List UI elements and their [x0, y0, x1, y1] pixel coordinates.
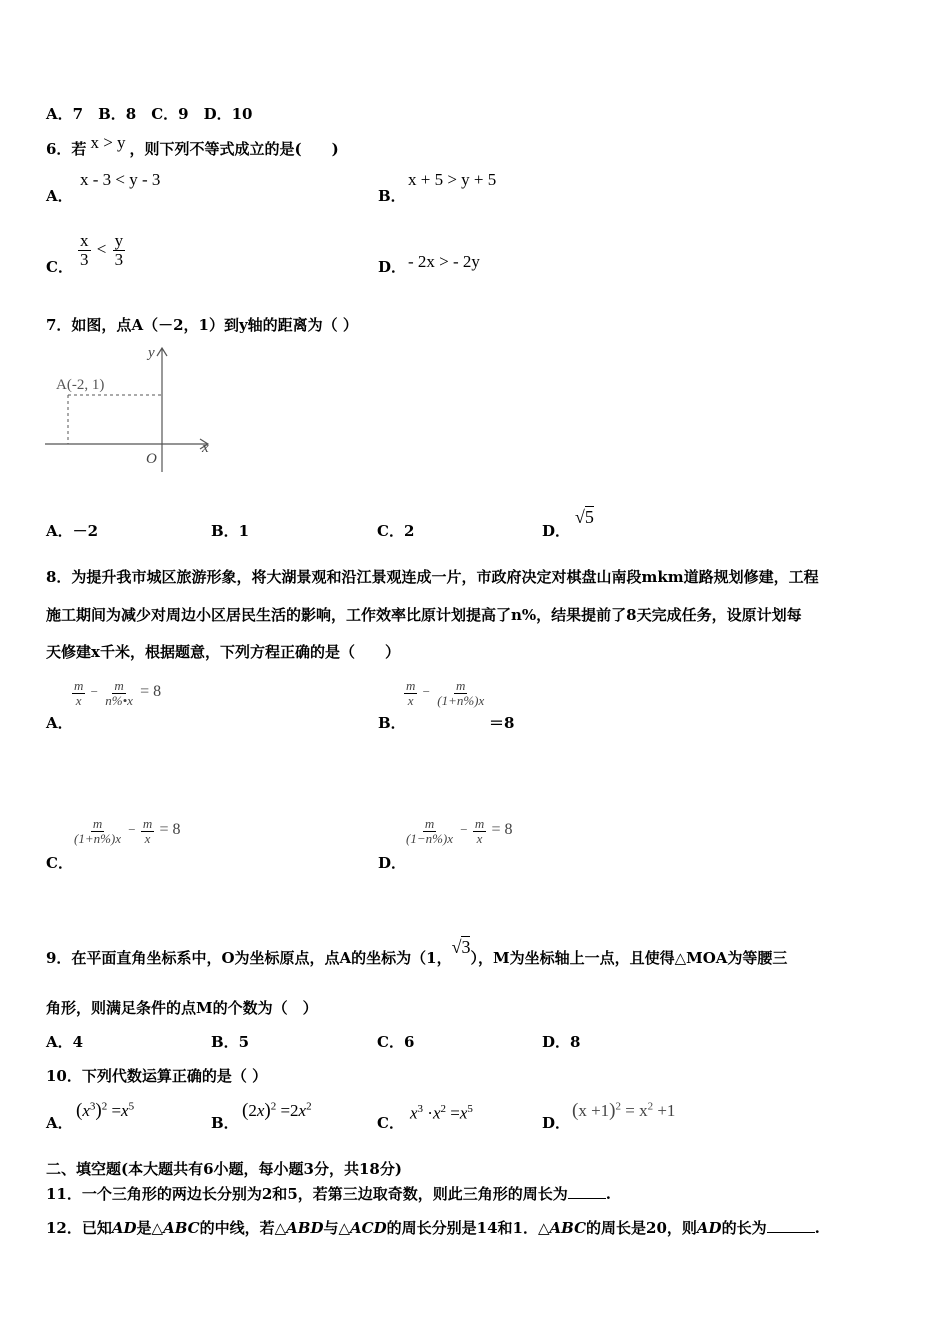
q8-option-d-expr: $\frac{m}{(1-n\%)x}$ − $\frac{m}{x}$ = 8	[406, 816, 513, 846]
q8-stem-line1: 8．为提升我市城区旅游形象，将大湖景观和沿江景观连成一片，市政府决定对棋盘山南段mkm道路规划修建，工程	[46, 568, 819, 586]
q10-option-a-label: A．	[46, 1114, 73, 1132]
q6-option-c-label: C．	[46, 258, 73, 276]
q8-option-c-label: C．	[46, 854, 73, 872]
q5-options: A．7 B．8 C．9 D．10	[46, 105, 253, 123]
q7-option-c: C．2	[377, 522, 415, 540]
fig-origin-label: O	[146, 451, 157, 467]
q11-answer-blank	[568, 1186, 606, 1199]
q10-option-d-label: D．	[542, 1114, 571, 1132]
fig-point-a-label: A(-2, 1)	[56, 377, 105, 393]
q8-option-a-expr: $\frac{m}{x}$ − $\frac{m}{n\%•x}$ = 8	[74, 678, 162, 708]
q7-option-b: B．1	[211, 522, 250, 540]
q8-option-c-expr: $\frac{m}{(1+n\%)x}$ − $\frac{m}{x}$ = 8	[74, 816, 181, 846]
fig-y-label: y	[148, 345, 155, 361]
q11-text: 11．一个三角形的两边长分别为2和5，若第三边取奇数，则此三角形的周长为 .	[46, 1185, 611, 1203]
q7-option-d-label: D．	[542, 522, 571, 540]
q8-option-b-tail: ＝8	[489, 714, 515, 732]
q10-option-b-expr: $(2x)^2 =2x^2$	[242, 1100, 312, 1121]
q7-option-a: A．－2	[46, 522, 99, 540]
q8-option-d-label: D．	[378, 854, 407, 872]
q9-option-c: C．6	[377, 1033, 415, 1051]
q7-stem: 7．如图，点A（－2，1）到y轴的距离为（ ）	[46, 316, 358, 334]
q8-option-a-label: A．	[46, 714, 73, 732]
q7-option-d-sqrt: √5	[575, 507, 594, 527]
q6-option-c-expr: $\frac{x}{3}$ < $\frac{y}{3}$	[80, 231, 124, 269]
q12-text: 12．已知AD是△ABC的中线，若△ABD与△ACD的周长分别是14和1．△ABC的周长是20，则AD的长为 .	[46, 1219, 820, 1237]
q8-option-b-label: B．	[378, 714, 406, 732]
q9-option-d: D．8	[542, 1033, 581, 1051]
fig-x-label: x	[202, 440, 209, 456]
q9-option-b: B．5	[211, 1033, 250, 1051]
q10-stem: 10．下列代数运算正确的是（ ）	[46, 1067, 268, 1085]
q10-option-c-label: C．	[377, 1114, 404, 1132]
q6-option-b-label: B．	[378, 187, 406, 205]
q6-option-d-label: D．	[378, 258, 407, 276]
q10-option-c-expr: $x^3 \cdot x^2 =x^5$	[410, 1103, 473, 1123]
q8-stem-line2: 施工期间为减少对周边小区居民生活的影响，工作效率比原计划提高了n%，结果提前了8天完成任务，设原计划每	[46, 606, 802, 624]
q12-answer-blank	[767, 1220, 815, 1233]
q10-option-a-expr: $(x^3)^2 =x^5$	[76, 1100, 135, 1121]
q9-stem-line2: 角形，则满足条件的点M的个数为（ ）	[46, 999, 318, 1017]
q10-option-b-label: B．	[211, 1114, 239, 1132]
q6-stem: 6．若 x > y ，则下列不等式成立的是( )	[46, 133, 339, 158]
q8-option-b-expr: $\frac{m}{x}$ − $\frac{m}{(1+n\%)x}$	[406, 678, 485, 708]
q7-coordinate-figure	[40, 342, 220, 472]
q6-option-a-label: A．	[46, 187, 73, 205]
q6-option-b-expr: x + 5 > y + 5	[408, 170, 497, 189]
q8-stem-line3: 天修建x千米，根据题意，下列方程正确的是（ ）	[46, 643, 400, 661]
q10-option-d-expr: $(x +1)^2 = x^2 +1$	[572, 1100, 676, 1121]
q6-option-d-expr: - 2x > - 2y	[408, 252, 480, 271]
q9-option-a: A．4	[46, 1033, 84, 1051]
section-2-heading: 二、填空题(本大题共有6小题，每小题3分，共18分)	[46, 1160, 402, 1178]
q9-stem-line1: 9．在平面直角坐标系中，O为坐标原点，点A的坐标为（1，√3），M为坐标轴上一点，且使得△MOA为等腰三	[46, 937, 788, 967]
q6-option-a-expr: x - 3 < y - 3	[80, 170, 161, 189]
